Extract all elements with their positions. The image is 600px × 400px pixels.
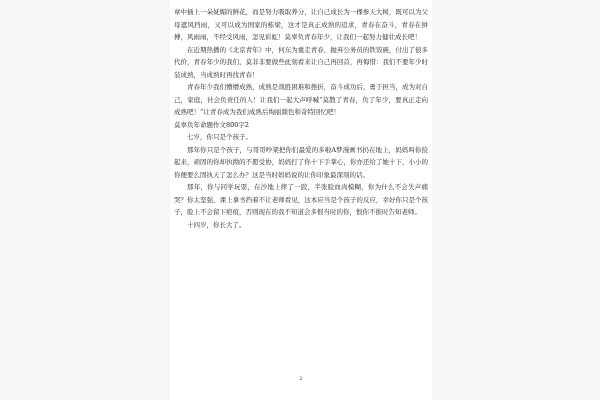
- document-page: [170, 0, 432, 400]
- paragraph: 那年，你与同学玩耍，在沙地上摔了一跤，半张脸血肉模糊，你为什么不会失声痛哭？你太坚强，课上拿书挡着不让老师看见，这本应当是个孩子的反应，幸好你只是个孩子，脸上不会留下疤痕，否则现在的我不知道会多恨当时的你，恨你不推时告知老师。: [174, 183, 428, 216]
- paragraph: 章中插上一朵妩媚的鲜花，而是努力吸取养分，让自己成长为一棵参天大树，既可以为父母遮风挡雨，又可以成为国家的栋梁，这才是真正成熟的追求，青春在奋斗，青春在拼搏，风雨雨，不经受风雨，怎见彩虹！莫辜负青春年少，让我们一起努力健壮成长吧！: [174, 8, 428, 41]
- document-body: [174, 6, 428, 231]
- paragraph: 那年你只是个孩子，与哥哥吵架把你们最爱的多啦A梦漫画书扔在地上，妈妈叫你捡起来，顽固的你却执拗的不愿受协，妈妈打了你十下手掌心，你亦还给了她十下，小小的你便要么固执天了怎么办？这是当时妈妈说的让你印象最深刻的话。: [174, 145, 428, 179]
- paragraph: 七岁，你只是个孩子。: [187, 133, 252, 141]
- section-heading: 莫辜负年命题作文800字2: [174, 120, 250, 129]
- paragraph: 十四岁，你长大了。: [187, 220, 246, 229]
- page-number: 2: [299, 376, 303, 382]
- paragraph: 青春年少我们懵懵成熟，成熟是战胜困难和挫折，奋斗成功后，勇于担当，成为对自己，家庭，社会负责任的人！让我们一起大声呼喊“莫散了青春，负了年少，要真正走向成熟吧！”让青春成为我们成熟后绚丽颜色和奇特回忆吧！: [174, 83, 428, 116]
- paragraph: 在近期热播的《北京青年》中，何东为重走青春，抛弃公务员的铁饭碗，付出了很多代价，青春年少的我们，莫非非要做些此刻看来让自己再回首，再悔惜：我们不要年少时装成熟，当成熟时再找青春！: [174, 45, 428, 79]
